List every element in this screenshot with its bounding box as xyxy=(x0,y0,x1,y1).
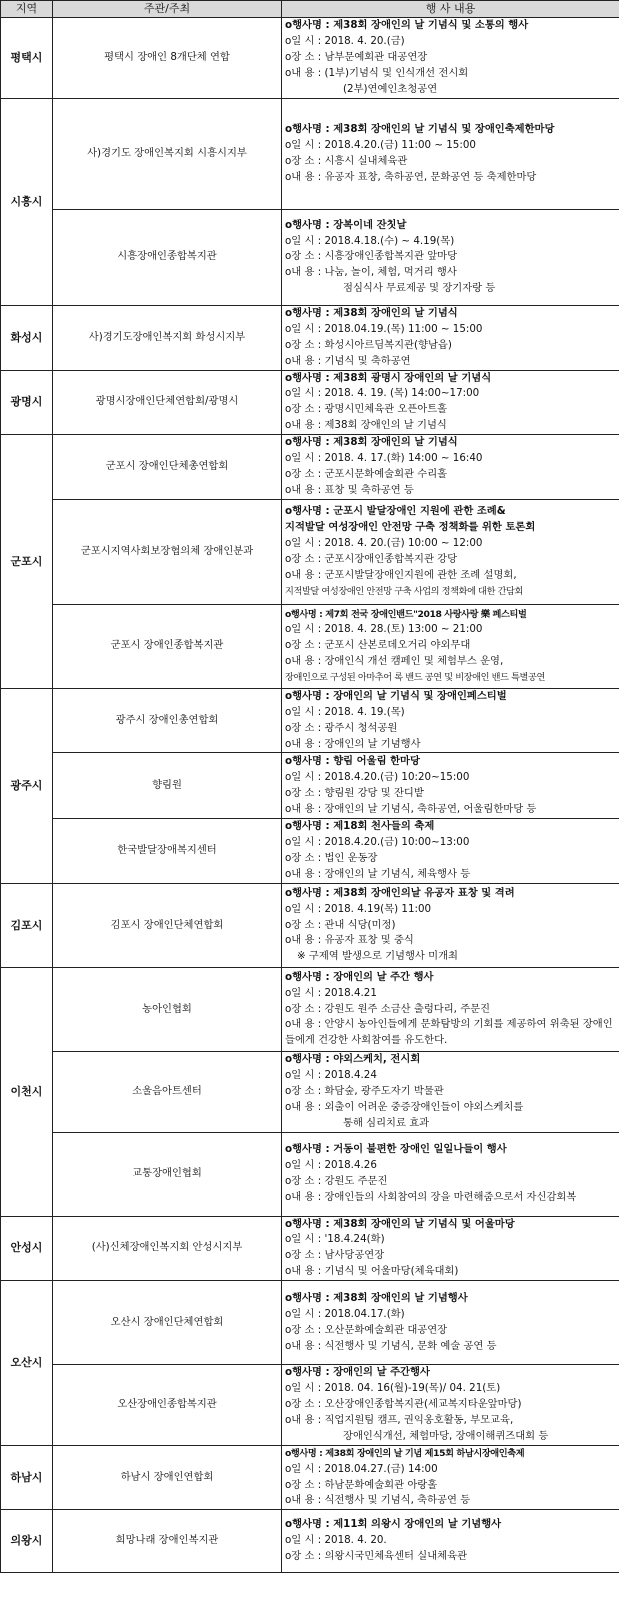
host-cell: 군포시 장애인단체총연합회 xyxy=(53,435,282,500)
detail-line: o내 용 : (1부)기념식 및 인식개선 전시회 xyxy=(285,66,469,79)
host-cell: 군포시 장애인종합복지관 xyxy=(53,604,282,688)
detail-line: o일 시 : 2018. 4. 20.(금) 10:00 ~ 12:00 xyxy=(285,536,483,549)
detail-line: o행사명 : 장애인의 날 기념식 및 장애인페스티벌 xyxy=(285,689,507,702)
region-cell: 화성시 xyxy=(1,305,53,370)
detail-line: o장 소 : 군포시문화예술회관 수리홀 xyxy=(285,467,448,480)
host-cell: 오산시 장애인단체연합회 xyxy=(53,1281,282,1365)
detail-line: o행사명 : 제11회 의왕시 장애인의 날 기념행사 xyxy=(285,1518,502,1531)
detail-line: o행사명 : 제38회 장애인의 날 기념식 및 장애인축제한마당 xyxy=(285,123,555,136)
event-details xyxy=(282,1510,619,1573)
table-row xyxy=(1,1281,619,1365)
event-details xyxy=(282,370,619,435)
detail-line: o장 소 : 관내 식당(미정) xyxy=(285,918,396,931)
detail-line: o행사명 : 제38회 광명시 장애인의 날 기념식 xyxy=(285,371,492,384)
table-row xyxy=(1,370,619,435)
detail-line: ※ 구제역 발생으로 기념행사 미개최 xyxy=(297,950,458,963)
detail-line: o일 시 : 2018.04.17.(화) xyxy=(285,1307,405,1320)
event-details xyxy=(282,1132,619,1216)
host-cell: 김포시 장애인단체연합회 xyxy=(53,884,282,968)
table-row xyxy=(1,305,619,370)
event-details xyxy=(282,1052,619,1133)
event-details xyxy=(282,435,619,500)
detail-line: o행사명 : 야외스케치, 전시회 xyxy=(285,1053,421,1066)
detail-line: o일 시 : '18.4.24(화) xyxy=(285,1233,385,1246)
host-cell: 하남시 장애인연합회 xyxy=(53,1445,282,1510)
detail-line: o장 소 : 남사당공연장 xyxy=(285,1249,385,1262)
detail-line: o행사명 : 제38회 장애인의 날 기념식 및 어울마당 xyxy=(285,1217,515,1230)
detail-line: o내 용 : 안양시 농아인들에게 문화탐방의 기회를 제공하여 위축된 장애인들에게 건강한 사회참여를 유도한다. xyxy=(285,1018,613,1047)
region-cell: 하남시 xyxy=(1,1445,53,1510)
host-cell: 시흥장애인종합복지관 xyxy=(53,209,282,305)
detail-line: o일 시 : 2018.4.20.(금) 10:00~13:00 xyxy=(285,836,470,849)
event-details xyxy=(282,884,619,968)
table-row xyxy=(1,1510,619,1573)
table-row xyxy=(1,968,619,1052)
detail-line: o장 소 : 남부문예회관 대공연장 xyxy=(285,50,428,63)
detail-line: o행사명 : 장애인의 날 주간 행사 xyxy=(285,970,434,983)
detail-line: o내 용 : 장애인의 날 기념식, 체육행사 등 xyxy=(285,868,471,881)
detail-line: o내 용 : 장애인의 날 기념식, 축하공연, 어울림한마당 등 xyxy=(285,802,537,815)
detail-line: o내 용 : 유공자 표창, 축하공연, 문화공연 등 축제한마당 xyxy=(285,170,537,183)
detail-line: o행사명 : 향림 어울림 한마당 xyxy=(285,755,420,768)
detail-line: o일 시 : 2018. 4.19(목) 11:00 xyxy=(285,902,432,915)
table-row xyxy=(1,884,619,968)
host-cell: 오산장애인종합복지관 xyxy=(53,1365,282,1446)
event-details xyxy=(282,753,619,819)
region-cell: 군포시 xyxy=(1,435,53,689)
detail-line: o행사명 : 장애인의 날 주간행사 xyxy=(285,1366,430,1379)
event-details xyxy=(282,1216,619,1281)
detail-line: o장 소 : 강원도 주문진 xyxy=(285,1175,388,1188)
region-cell: 이천시 xyxy=(1,968,53,1217)
detail-line: o일 시 : 2018.4.24 xyxy=(285,1068,377,1081)
detail-line: 점심식사 무료제공 및 장기자랑 등 xyxy=(343,282,496,295)
detail-line: o행사명 : 제38회 장애인의 날 기념식 및 소통의 행사 xyxy=(285,19,529,32)
region-cell: 오산시 xyxy=(1,1281,53,1446)
detail-line: o행사명 : 제38회 장애인의 날 기념식 xyxy=(285,306,458,319)
table-row xyxy=(1,1365,619,1446)
detail-line: o장 소 : 화성시아르딤복지관(향남읍) xyxy=(285,338,452,351)
detail-line: o내 용 : 제38회 장애인의 날 기념식 xyxy=(285,419,447,432)
detail-line: o행사명 : 제38회 장애인의 날 기념식 xyxy=(285,436,458,449)
header-region: 지역 xyxy=(1,1,53,18)
detail-line: o내 용 : 식전행사 및 기념식, 문화 예술 공연 등 xyxy=(285,1339,497,1352)
event-details xyxy=(282,17,619,98)
detail-line: o장 소 : 시흥장애인종합복지관 앞마당 xyxy=(285,250,458,263)
detail-line: o행사명 : 거동이 불편한 장애인 일일나들이 행사 xyxy=(285,1143,507,1156)
host-cell: 사)경기도 장애인복지회 시흥시지부 xyxy=(53,98,282,209)
host-cell: 향림원 xyxy=(53,753,282,819)
detail-line: o내 용 : 유공자 표창 및 중식 xyxy=(285,934,414,947)
detail-line: 지적발달 여성장애인 안전망 구축 사업의 정책화에 대한 간담회 xyxy=(285,585,523,597)
detail-line: o내 용 : 기념식 및 어울마당(체육대회) xyxy=(285,1265,459,1278)
host-cell: 농아인협회 xyxy=(53,968,282,1052)
host-cell: 사)경기도장애인복지회 화성시지부 xyxy=(53,305,282,370)
host-cell: (사)신체장애인복지회 안성시지부 xyxy=(53,1216,282,1281)
header-content: 행 사 내용 xyxy=(282,1,619,18)
detail-line: o장 소 : 법인 운동장 xyxy=(285,852,378,865)
table-row xyxy=(1,688,619,753)
table-row xyxy=(1,1445,619,1510)
table-row xyxy=(1,209,619,305)
detail-line: o내 용 : 장애인의 날 기념행사 xyxy=(285,737,421,750)
detail-line: o일 시 : 2018. 4. 20. xyxy=(285,1534,387,1547)
table-row xyxy=(1,17,619,98)
region-cell: 평택시 xyxy=(1,17,53,98)
detail-line: o장 소 : 군포시 산본로데오거리 야외무대 xyxy=(285,639,471,652)
table-row xyxy=(1,1216,619,1281)
detail-line: o장 소 : 군포시장애인종합복지관 강당 xyxy=(285,552,458,565)
detail-line: o장 소 : 오산문화예술회관 대공연장 xyxy=(285,1323,448,1336)
region-cell: 안성시 xyxy=(1,1216,53,1281)
detail-line: o장 소 : 향림원 강당 및 잔디밭 xyxy=(285,786,424,799)
detail-line: o내 용 : 식전행사 및 기념식, 축하공연 등 xyxy=(285,1494,471,1507)
host-cell: 광주시 장애인총연합회 xyxy=(53,688,282,753)
region-cell: 의왕시 xyxy=(1,1510,53,1573)
table-row xyxy=(1,98,619,209)
table-row xyxy=(1,499,619,604)
detail-line: (2부)연예인초청공연 xyxy=(343,82,438,95)
region-cell: 광명시 xyxy=(1,370,53,435)
region-cell: 시흥시 xyxy=(1,98,53,305)
table-row xyxy=(1,1132,619,1216)
detail-line: o일 시 : 2018.4.18.(수) ~ 4.19(목) xyxy=(285,234,455,247)
host-cell: 평택시 장애인 8개단체 연합 xyxy=(53,17,282,98)
host-cell: 한국발달장애복지센터 xyxy=(53,819,282,884)
detail-line: o일 시 : 2018.04.27.(금) 14:00 xyxy=(285,1462,438,1475)
region-cell: 김포시 xyxy=(1,884,53,968)
detail-line: o내 용 : 장애인식 개선 캠페인 및 체험부스 운영, xyxy=(285,655,504,668)
detail-line: o내 용 : 직업지원팀 캠프, 권익옹호활동, 부모교육, xyxy=(285,1413,514,1426)
region-cell: 광주시 xyxy=(1,688,53,883)
detail-line: o일 시 : 2018. 4. 19. (목) 14:00~17:00 xyxy=(285,387,480,400)
detail-line: o내 용 : 표창 및 축하공연 등 xyxy=(285,483,414,496)
event-details xyxy=(282,1365,619,1446)
detail-line: 지적발달 여성장애인 안전망 구축 정책화를 위한 토론회 xyxy=(285,520,536,533)
event-details xyxy=(282,209,619,305)
detail-line: o일 시 : 2018. 4. 19.(목) xyxy=(285,705,405,718)
table-row xyxy=(1,753,619,819)
host-cell: 소울음아트센터 xyxy=(53,1052,282,1133)
detail-line: 통해 심리치료 효과 xyxy=(343,1116,430,1129)
detail-line: o일 시 : 2018. 4. 20.(금) xyxy=(285,35,405,48)
detail-line: o일 시 : 2018. 4. 28.(토) 13:00 ~ 21:00 xyxy=(285,623,483,636)
detail-line: o내 용 : 장애인들의 사회참여의 장을 마련해줌으로서 자신감회복 xyxy=(285,1190,577,1203)
event-details xyxy=(282,1445,619,1510)
detail-line: 장애인식개선, 체험마당, 장애이해퀴즈대회 등 xyxy=(343,1429,549,1442)
table-header-row xyxy=(1,1,619,18)
table-row xyxy=(1,604,619,688)
detail-line: o내 용 : 군포시발달장애인지원에 관한 조례 설명회, xyxy=(285,568,517,581)
detail-line: o장 소 : 광주시 청석공원 xyxy=(285,721,398,734)
detail-line: o행사명 : 제7회 전국 장애인밴드"2018 사랑사랑 樂 페스티벌 xyxy=(285,608,527,620)
detail-line: o장 소 : 하남문화예술회관 아랑홀 xyxy=(285,1478,438,1491)
detail-line: o장 소 : 광명시민체육관 오픈아트홀 xyxy=(285,403,448,416)
detail-line: o일 시 : 2018. 04. 16(월)-19(목)/ 04. 21(토) xyxy=(285,1382,501,1395)
detail-line: o일 시 : 2018.04.19.(목) 11:00 ~ 15:00 xyxy=(285,322,483,335)
detail-line: o일 시 : 2018.4.26 xyxy=(285,1159,377,1172)
detail-line: o일 시 : 2018. 4. 17.(화) 14:00 ~ 16:40 xyxy=(285,452,483,465)
host-cell: 희망나래 장애인복지관 xyxy=(53,1510,282,1573)
event-table-body xyxy=(1,17,619,1572)
table-row xyxy=(1,819,619,884)
table-row xyxy=(1,1052,619,1133)
event-details xyxy=(282,499,619,604)
event-details xyxy=(282,819,619,884)
event-details xyxy=(282,305,619,370)
event-details xyxy=(282,968,619,1052)
detail-line: o일 시 : 2018.4.20.(금) 10:20~15:00 xyxy=(285,771,470,783)
detail-line: o장 소 : 오산장애인종합복지관(세교복지타운앞마당) xyxy=(285,1398,522,1410)
event-details xyxy=(282,1281,619,1365)
detail-line: o장 소 : 의왕시국민체육센터 실내체육관 xyxy=(285,1550,468,1563)
host-cell: 교통장애인협회 xyxy=(53,1132,282,1216)
detail-line: o내 용 : 기념식 및 축하공연 xyxy=(285,354,411,367)
detail-line: o장 소 : 화담숲, 광주도자기 박물관 xyxy=(285,1084,444,1097)
event-details xyxy=(282,688,619,753)
detail-line: o일 시 : 2018.4.20.(금) 11:00 ~ 15:00 xyxy=(285,139,476,151)
detail-line: o행사명 : 제38회 장애인의 날 기념 제15회 하남시장애인축제 xyxy=(285,1447,525,1459)
detail-line: o내 용 : 나눔, 놀이, 체험, 먹거리 행사 xyxy=(285,266,457,279)
detail-line: 장애인으로 구성된 아마추어 록 밴드 공연 및 비장애인 밴드 특별공연 xyxy=(285,672,545,684)
detail-line: o행사명 : 제38회 장애인의 날 기념행사 xyxy=(285,1291,468,1304)
event-details xyxy=(282,98,619,209)
host-cell: 군포시지역사회보장협의체 장애인분과 xyxy=(53,499,282,604)
detail-line: o행사명 : 제18회 천사들의 축제 xyxy=(285,820,435,833)
event-details xyxy=(282,604,619,688)
detail-line: o장 소 : 강원도 원주 소금산 출렁다리, 주문진 xyxy=(285,1002,491,1015)
table-row xyxy=(1,435,619,500)
detail-line: o행사명 : 제38회 장애인의날 유공자 표창 및 격려 xyxy=(285,886,515,899)
host-cell: 광명시장애인단체연합회/광명시 xyxy=(53,370,282,435)
detail-line: o행사명 : 군포시 발달장애인 지원에 관한 조례& xyxy=(285,505,506,518)
detail-line: o행사명 : 장복이네 잔칫날 xyxy=(285,218,407,231)
detail-line: o장 소 : 시흥시 실내체육관 xyxy=(285,154,408,167)
detail-line: o일 시 : 2018.4.21 xyxy=(285,986,377,999)
header-host: 주관/주최 xyxy=(53,1,282,18)
detail-line: o내 용 : 외출이 어려운 중증장애인들이 야외스케치를 xyxy=(285,1100,524,1113)
